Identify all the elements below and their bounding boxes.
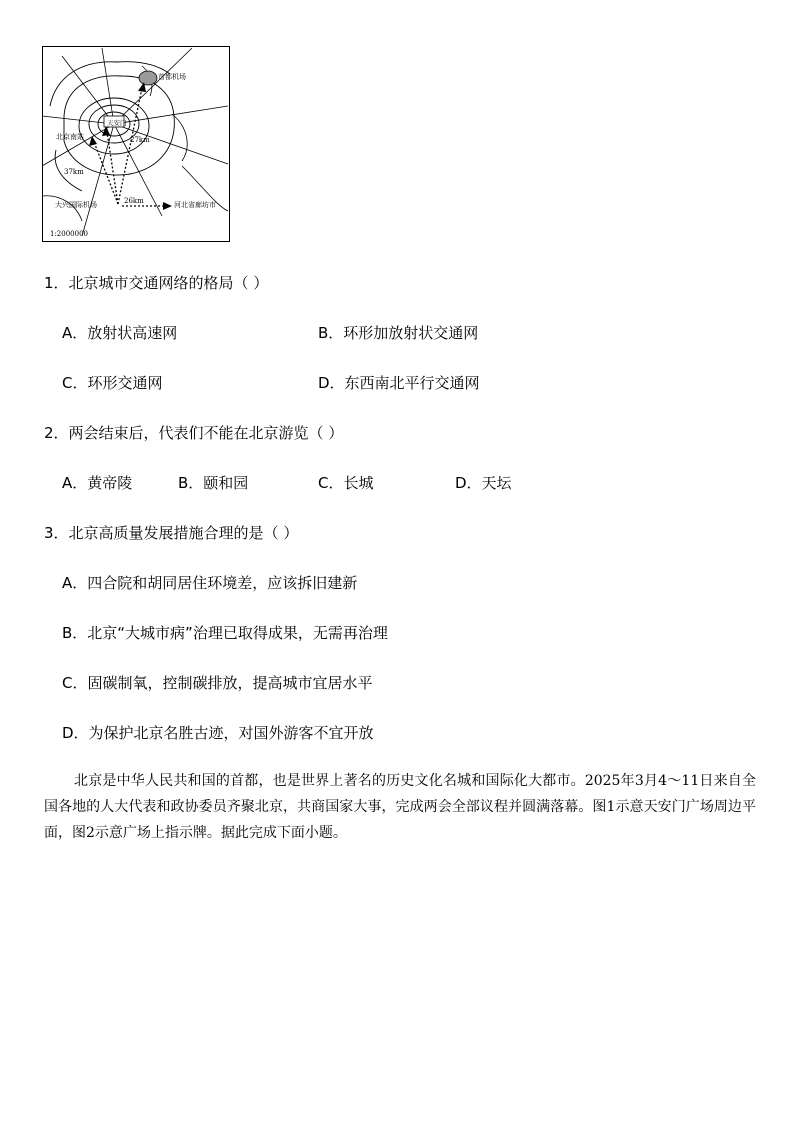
capital-airport-marker: [139, 71, 157, 85]
question-1-option-a[interactable]: A．放射状高速网: [62, 324, 178, 342]
label-langfang: 河北省廊坊市: [174, 201, 216, 209]
question-2-option-b[interactable]: B．颐和园: [178, 474, 249, 492]
question-2-option-c[interactable]: C．长城: [318, 474, 374, 492]
label-tiananmen: 天安门: [107, 119, 127, 127]
label-beijing-south: 北京南站: [56, 133, 84, 141]
label-dist-26: 26km: [124, 197, 144, 205]
label-daxing-airport: 大兴国际机场: [55, 201, 97, 209]
label-scale: 1:2000000: [50, 230, 88, 238]
map-figure: [42, 46, 230, 242]
label-dist-27: 27km: [130, 136, 150, 144]
label-capital-airport: 首都机场: [158, 73, 186, 81]
question-3-option-b[interactable]: B．北京“大城市病”治理已取得成果，无需再治理: [62, 624, 388, 642]
question-3-option-a[interactable]: A．四合院和胡同居住环境差，应该拆旧建新: [62, 574, 358, 592]
question-1-option-c[interactable]: C．环形交通网: [62, 374, 163, 392]
label-dist-37: 37km: [64, 168, 84, 176]
map-frame: [43, 47, 230, 242]
question-3-option-d[interactable]: D．为保护北京名胜古迹，对国外游客不宜开放: [62, 724, 374, 742]
question-3-option-c[interactable]: C．固碳制氧，控制碳排放，提高城市宜居水平: [62, 674, 373, 692]
question-2-option-d[interactable]: D．天坛: [455, 474, 512, 492]
reading-passage: [44, 768, 756, 846]
question-2-stem: 2．两会结束后，代表们不能在北京游览（ ）: [44, 424, 344, 442]
beijing-transport-map: [42, 46, 230, 242]
question-3-stem: 3．北京高质量发展措施合理的是（ ）: [44, 524, 299, 542]
passage-text: 北京是中华人民共和国的首都，也是世界上著名的历史文化名城和国际化大都市。2025年3月4～11日来自全国各地的人大代表和政协委员齐聚北京，共商国家大事，完成两会全部议程并圆满落幕。图1示意天安门广场周边平面，图2示意广场上指示牌。据此完成下面小题。: [44, 773, 756, 841]
question-1-option-d[interactable]: D．东西南北平行交通网: [318, 374, 480, 392]
question-1-option-b[interactable]: B．环形加放射状交通网: [318, 324, 479, 342]
question-1-stem: 1．北京城市交通网络的格局（ ）: [44, 274, 269, 292]
question-2-option-a[interactable]: A．黄帝陵: [62, 474, 133, 492]
